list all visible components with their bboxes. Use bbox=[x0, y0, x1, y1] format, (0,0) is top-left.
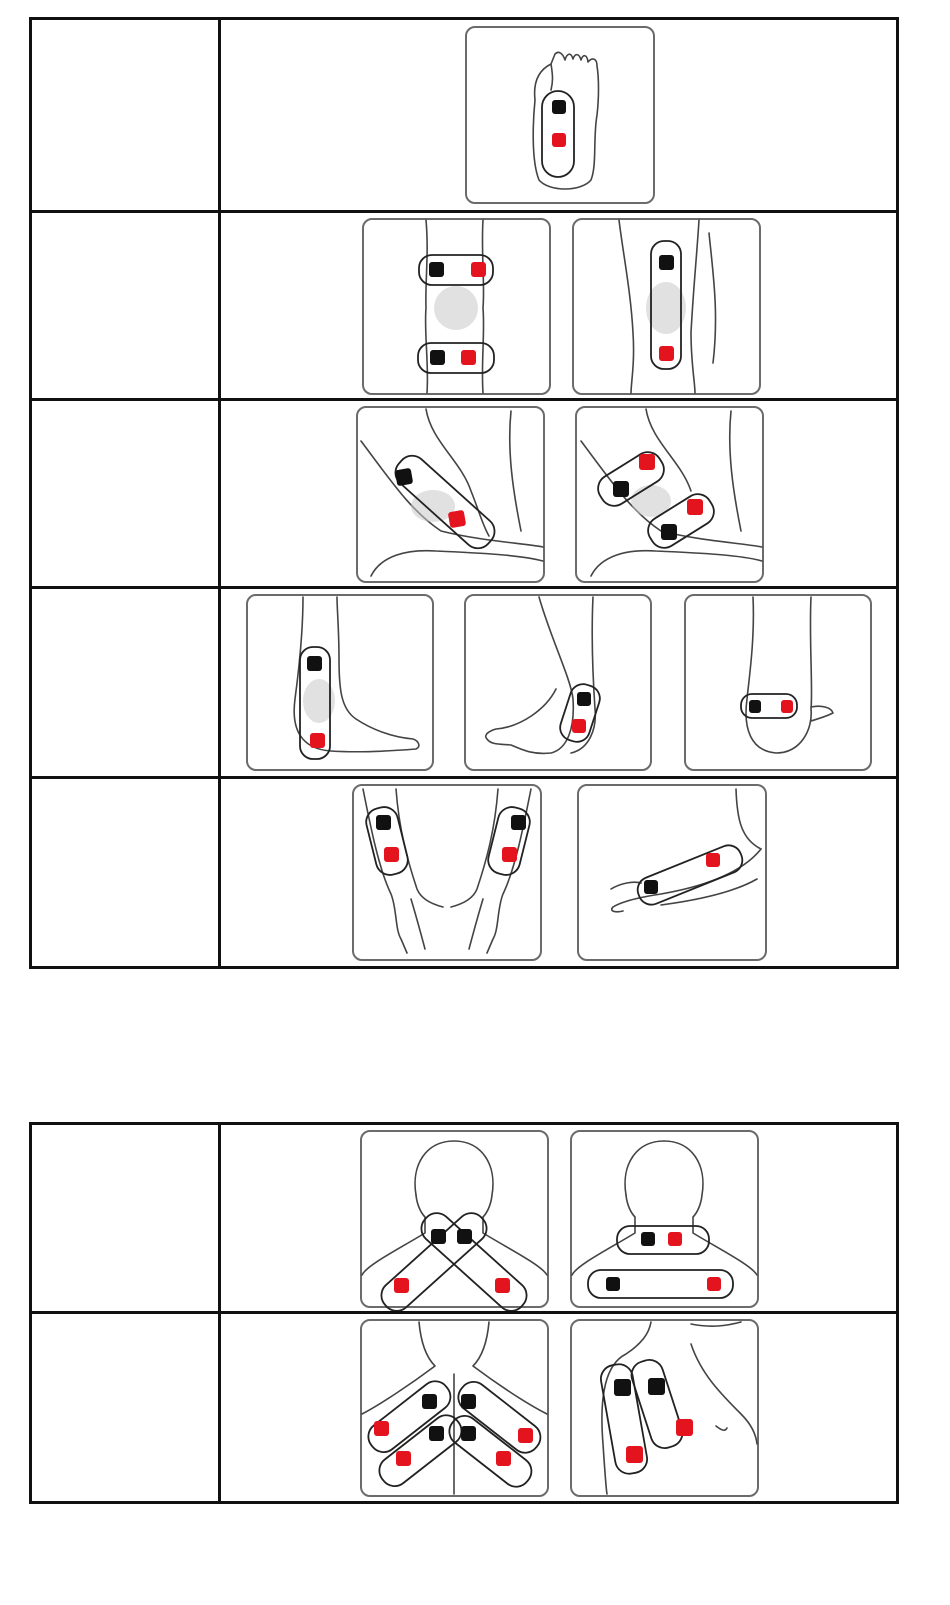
row-label bbox=[32, 589, 218, 605]
electrode-black bbox=[395, 468, 414, 487]
row-label-cell bbox=[31, 400, 220, 588]
row-label-cell bbox=[31, 1313, 220, 1503]
row-label bbox=[32, 1125, 218, 1141]
back-shoulder-diagrams bbox=[221, 1314, 899, 1501]
table-row bbox=[31, 400, 898, 588]
row-label bbox=[32, 401, 218, 417]
electrode-black bbox=[659, 255, 674, 270]
electrode-red bbox=[659, 346, 674, 361]
electrode-red bbox=[448, 510, 467, 529]
electrode-red bbox=[394, 1278, 409, 1293]
electrode-black bbox=[552, 100, 566, 114]
row-label bbox=[32, 213, 218, 229]
table-row bbox=[31, 1124, 898, 1313]
row-image-cell bbox=[220, 212, 898, 400]
electrode-black bbox=[606, 1277, 620, 1291]
row-label bbox=[32, 779, 218, 795]
electrode-red bbox=[502, 847, 517, 862]
electrode-black bbox=[422, 1394, 437, 1409]
electrode-red bbox=[396, 1451, 411, 1466]
electrode-black bbox=[430, 350, 445, 365]
table-row bbox=[31, 19, 898, 212]
electrode-black bbox=[613, 481, 629, 497]
electrode-red bbox=[572, 719, 586, 733]
electrode-black bbox=[307, 656, 322, 671]
row-label-cell bbox=[31, 19, 220, 212]
electrode-black bbox=[376, 815, 391, 830]
forearm-diagrams bbox=[221, 779, 899, 966]
foot-sole-diagram bbox=[221, 20, 899, 210]
electrode-black bbox=[511, 815, 526, 830]
electrode-red bbox=[626, 1446, 643, 1463]
neck-diagrams bbox=[221, 1125, 899, 1311]
elbow-diagrams bbox=[221, 401, 899, 586]
electrode-black bbox=[577, 692, 591, 706]
electrode-black bbox=[644, 880, 658, 894]
placement-table-1 bbox=[29, 17, 899, 969]
row-label bbox=[32, 20, 218, 36]
electrode-red bbox=[495, 1278, 510, 1293]
electrode-red bbox=[374, 1421, 389, 1436]
electrode-red bbox=[384, 847, 399, 862]
table-row bbox=[31, 778, 898, 968]
placement-table-2 bbox=[29, 1122, 899, 1504]
row-label bbox=[32, 1314, 218, 1330]
electrode-red bbox=[668, 1232, 682, 1246]
electrode-black bbox=[429, 262, 444, 277]
knee-two-pad-pairs-diagram bbox=[221, 213, 899, 398]
electrode-red bbox=[781, 700, 793, 713]
row-image-cell bbox=[220, 19, 898, 212]
ankle-diagrams bbox=[221, 589, 899, 776]
electrode-red bbox=[676, 1419, 693, 1436]
electrode-red bbox=[706, 853, 720, 867]
electrode-black bbox=[457, 1229, 472, 1244]
row-image-cell bbox=[220, 1313, 898, 1503]
row-image-cell bbox=[220, 400, 898, 588]
electrode-black bbox=[429, 1426, 444, 1441]
row-label-cell bbox=[31, 1124, 220, 1313]
table-row bbox=[31, 1313, 898, 1503]
electrode-red bbox=[310, 733, 325, 748]
electrode-red bbox=[496, 1451, 511, 1466]
electrode-red bbox=[707, 1277, 721, 1291]
electrode-red bbox=[518, 1428, 533, 1443]
electrode-black bbox=[641, 1232, 655, 1246]
table-row bbox=[31, 212, 898, 400]
electrode-red bbox=[471, 262, 486, 277]
electrode-red bbox=[639, 454, 655, 470]
row-label-cell bbox=[31, 778, 220, 968]
electrode-black bbox=[461, 1394, 476, 1409]
electrode-black bbox=[461, 1426, 476, 1441]
electrode-black bbox=[614, 1379, 631, 1396]
row-image-cell bbox=[220, 588, 898, 778]
table-row bbox=[31, 588, 898, 778]
row-image-cell bbox=[220, 778, 898, 968]
electrode-black bbox=[431, 1229, 446, 1244]
electrode-black bbox=[648, 1378, 665, 1395]
row-label-cell bbox=[31, 212, 220, 400]
electrode-red bbox=[552, 133, 566, 147]
row-label-cell bbox=[31, 588, 220, 778]
electrode-black bbox=[749, 700, 761, 713]
electrode-black bbox=[661, 524, 677, 540]
electrode-red bbox=[461, 350, 476, 365]
electrode-red bbox=[687, 499, 703, 515]
row-image-cell bbox=[220, 1124, 898, 1313]
